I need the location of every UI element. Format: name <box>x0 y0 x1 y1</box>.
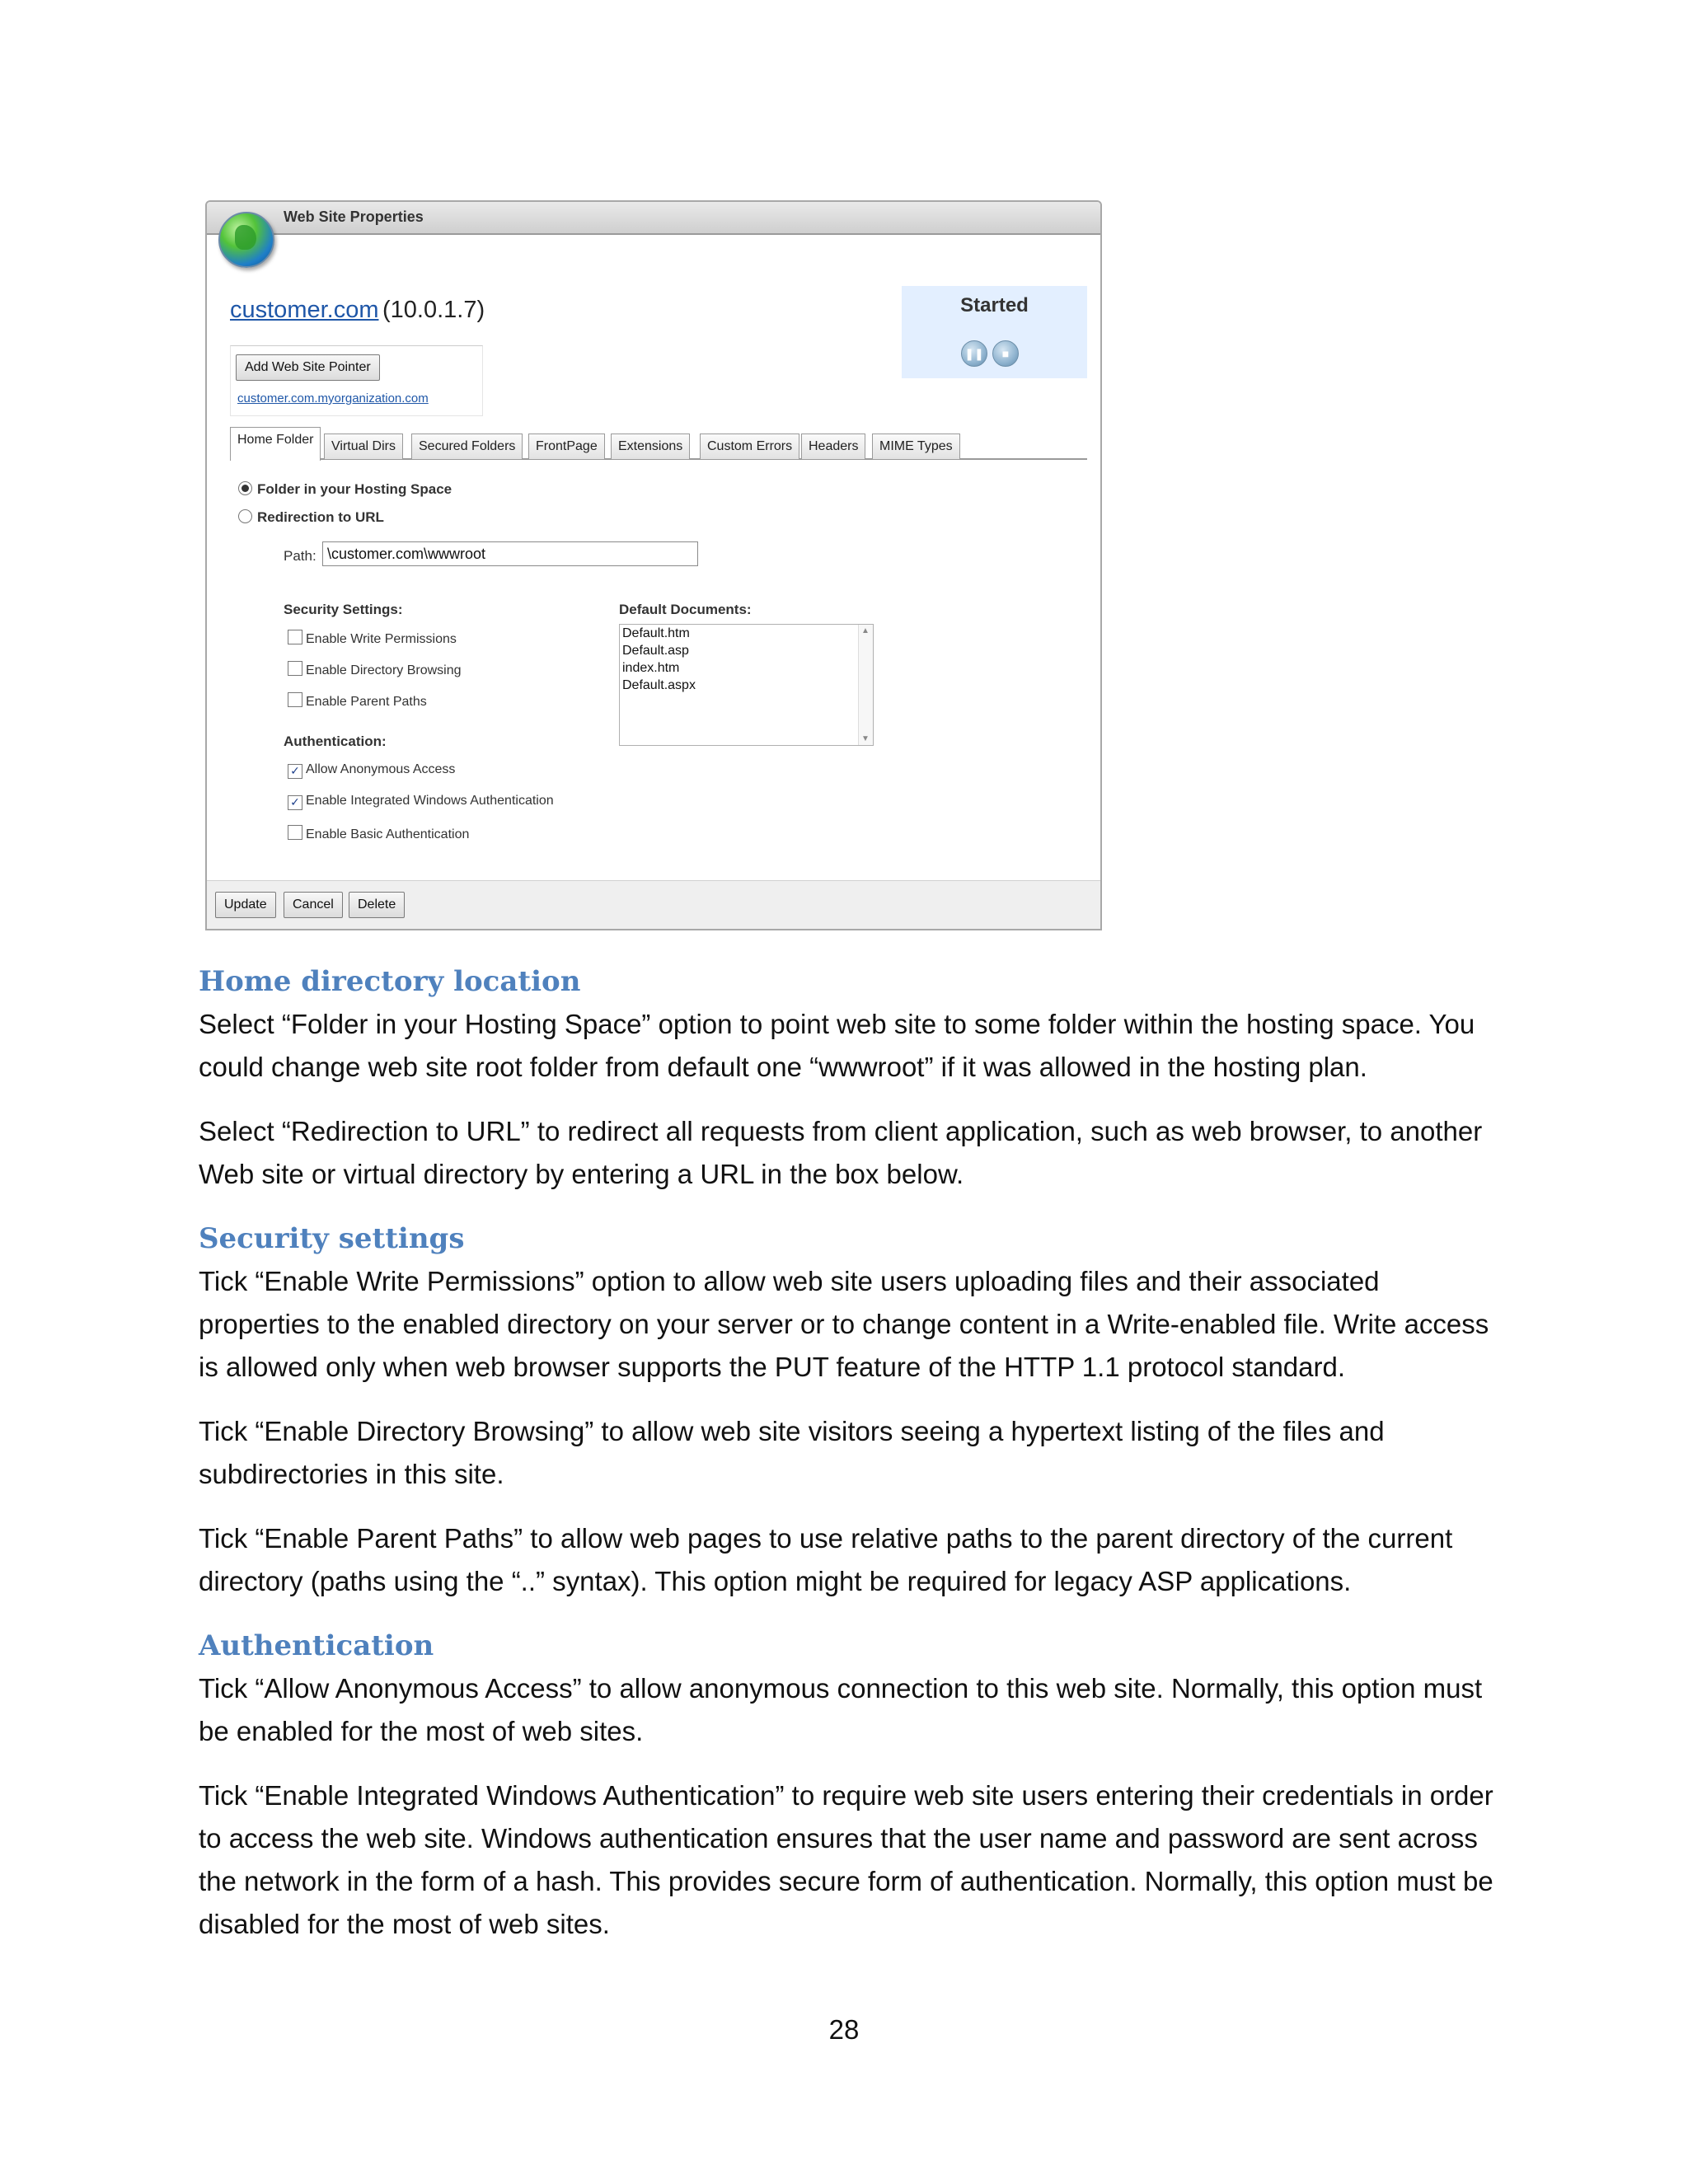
document-body <box>199 960 1501 1946</box>
paragraph: Tick “Enable Parent Paths” to allow web pages to use relative paths to the parent directory of the current directory (paths using the “..” syntax). This option might be required for legacy ASP applications. <box>199 1523 1453 1596</box>
scroll-down-icon[interactable]: ▼ <box>861 734 870 743</box>
radio-redirection-to-url[interactable]: Redirection to URL <box>238 509 384 526</box>
web-site-properties-panel <box>205 200 1102 930</box>
paragraph: Tick “Enable Integrated Windows Authentication” to require web site users entering their credentials in order to access the web site. Windows authentication ensures that the user name and password are sent across the network in the form of a hash. This provides secure form of authentication. Normally, this option must be disabled for the most of web sites. <box>199 1780 1493 1939</box>
heading-authentication: Authentication <box>199 1629 434 1662</box>
checkbox-enable-write-permissions[interactable]: Enable Write Permissions <box>288 630 457 647</box>
paragraph: Select “Redirection to URL” to redirect all requests from client application, such as web browser, to another Web site or virtual directory by entering a URL in the box below. <box>199 1116 1483 1189</box>
paragraph: Tick “Enable Write Permissions” option to allow web site users uploading files and their associated properties to the enabled directory on your server or to change content in a Write-enabled file. Write access is allowed only when web browser supports the PUT feature of the HTTP 1.1 protocol standard. <box>199 1266 1489 1382</box>
checkbox[interactable] <box>288 630 302 644</box>
stop-icon[interactable]: ■ <box>992 340 1019 367</box>
status-box <box>902 286 1087 378</box>
tab-frontpage[interactable]: FrontPage <box>528 434 605 459</box>
heading-home-directory-location: Home directory location <box>199 965 581 998</box>
default-documents-list[interactable] <box>619 624 874 746</box>
radio-button[interactable] <box>238 481 252 495</box>
tab-extensions[interactable]: Extensions <box>611 434 690 459</box>
list-item[interactable]: Default.htm <box>622 626 690 640</box>
tab-headers[interactable]: Headers <box>801 434 865 459</box>
paragraph: Select “Folder in your Hosting Space” option to point web site to some folder within the hosting space. You could change web site root folder from default one “wwwroot” if it was allowed in the hosting plan. <box>199 1009 1475 1082</box>
pointer-box <box>230 345 483 416</box>
scroll-up-icon[interactable]: ▲ <box>861 626 870 635</box>
security-settings-title: Security Settings: <box>284 602 403 617</box>
pause-icon[interactable]: ❚❚ <box>961 340 987 367</box>
checkbox-enable-integrated-windows-authentication[interactable]: ✓ Enable Integrated Windows Authentication <box>288 794 554 810</box>
panel-title: Web Site Properties <box>284 209 424 225</box>
checkbox[interactable]: ✓ <box>288 764 302 779</box>
cancel-button[interactable]: Cancel <box>284 892 343 918</box>
checkbox[interactable]: ✓ <box>288 795 302 810</box>
panel-titlebar <box>207 202 1100 235</box>
checkbox-allow-anonymous-access[interactable]: ✓ Allow Anonymous Access <box>288 762 455 779</box>
checkbox[interactable] <box>288 661 302 676</box>
site-ip: (10.0.1.7) <box>382 297 485 323</box>
checkbox-enable-basic-authentication[interactable]: Enable Basic Authentication <box>288 825 469 842</box>
panel-footer <box>207 880 1100 929</box>
heading-security-settings: Security settings <box>199 1222 465 1255</box>
add-web-site-pointer-button[interactable]: Add Web Site Pointer <box>236 354 380 381</box>
default-documents-title: Default Documents: <box>619 602 752 617</box>
radio-folder-in-hosting-space[interactable]: Folder in your Hosting Space <box>238 481 452 498</box>
pointer-link[interactable]: customer.com.myorganization.com <box>237 391 429 405</box>
path-label: Path: <box>284 548 316 564</box>
path-input[interactable] <box>322 541 698 566</box>
page-number: 28 <box>828 2014 860 2045</box>
checkbox[interactable] <box>288 692 302 707</box>
list-item[interactable]: Default.aspx <box>622 678 696 692</box>
globe-icon <box>218 212 274 268</box>
tab-bar <box>230 427 1087 460</box>
delete-button[interactable]: Delete <box>349 892 405 918</box>
status-text: Started <box>960 294 1029 316</box>
list-item[interactable]: index.htm <box>622 661 680 675</box>
update-button[interactable]: Update <box>215 892 276 918</box>
tab-secured-folders[interactable]: Secured Folders <box>411 434 523 459</box>
checkbox[interactable] <box>288 825 302 840</box>
tab-virtual-dirs[interactable]: Virtual Dirs <box>324 434 403 459</box>
checkbox-enable-parent-paths[interactable]: Enable Parent Paths <box>288 692 427 710</box>
paragraph: Tick “Allow Anonymous Access” to allow anonymous connection to this web site. Normally, this option must be enabled for the most of web sites. <box>199 1673 1483 1746</box>
checkbox-enable-directory-browsing[interactable]: Enable Directory Browsing <box>288 661 462 678</box>
authentication-title: Authentication: <box>284 733 387 749</box>
tab-custom-errors[interactable]: Custom Errors <box>700 434 799 459</box>
scrollbar[interactable] <box>858 625 873 745</box>
tab-home-folder[interactable]: Home Folder <box>230 427 321 461</box>
radio-button[interactable] <box>238 509 252 523</box>
site-name-link[interactable]: customer.com <box>230 297 379 323</box>
list-item[interactable]: Default.asp <box>622 644 689 658</box>
tab-mime-types[interactable]: MIME Types <box>872 434 960 459</box>
paragraph: Tick “Enable Directory Browsing” to allow web site visitors seeing a hypertext listing of the files and subdirectories in this site. <box>199 1416 1385 1489</box>
